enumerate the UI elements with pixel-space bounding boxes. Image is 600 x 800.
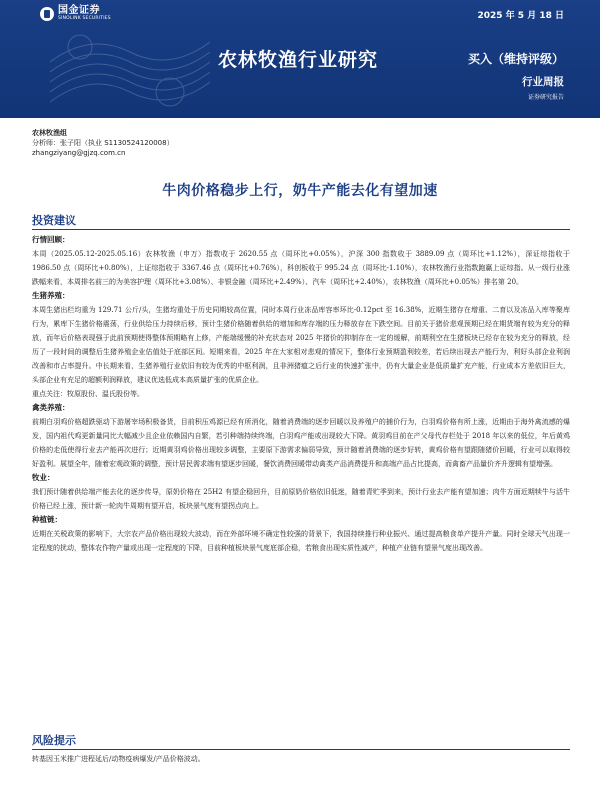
dairy-title: 牧业： (32, 473, 55, 482)
brand-logo (40, 6, 111, 22)
report-subtype: 证券研究报告 (527, 94, 564, 101)
logo-name-en: SINOLINK SECURITIES (58, 16, 111, 21)
section-title-risk: 风险提示 (32, 734, 76, 747)
seed-text: 近期在关税政策的影响下，大宗农产品价格出现较大波动，而在外部环境不确定性较强的背景下，我国持续推行种业振兴、通过提高粮食单产提升产量。同时全球天气出现一定程度的扰动，整体农作物产量或出现一定程度的下降，目前种植板块景气度底部企稳，若粮食出现实质性减产，种植产业链有望景气度出现改善。 (32, 530, 570, 552)
rating-badge: 买入（维持评级） (467, 52, 564, 66)
section-title-invest: 投资建议 (32, 214, 76, 227)
logo-name-cn: 国金证券 (58, 5, 100, 16)
report-date: 2025 年 5 月 18 日 (477, 11, 564, 21)
pig-farming-focus: 重点关注：牧原股份、温氏股份等。 (32, 390, 144, 398)
report-title: 农林牧渔行业研究 (218, 49, 379, 71)
section-divider (32, 229, 570, 230)
analyst-group: 农林牧渔组 (32, 129, 67, 137)
poultry-title: 禽类养殖： (32, 403, 70, 412)
seed-title: 种植链： (32, 515, 62, 524)
report-type: 行业周报 (522, 76, 564, 88)
section-divider (32, 749, 570, 750)
risk-text: 转基因玉米推广进程延后/动物疫病爆发/产品价格波动。 (32, 755, 205, 763)
poultry-text: 前期白羽鸡价格超跌驱动下游屠宰场积极备货，目前积压鸡源已经有所消化，随着消费端的逐步回暖以及养殖户的捕价行为，白羽鸡价格有所上涨，近期由于海外禽流感的爆发，国内祖代鸡更新量同比大幅减少且企业依赖国内自繁，若引种端持续终端，白羽鸡产能或出现较大下降。黄羽鸡目前在产父母代存栏处于 2018 年以来的低位，年后黄鸡价格的走低使得行业去产能再次进行；近期黄羽鸡价格出现较多调整，主要原下游需求偏弱导致，预计随着消费端的逐步好转，黄鸡价格有望跟随猪价回暖，行业可以取得较好盈利。展望全年，随着宏观政策的调整，预计居民需求端有望逐步回暖，餐饮消费回暖带动禽类产品消费提升和高端产品占比提高，而禽畜产品量价齐升逻辑有望增强。 (32, 418, 570, 468)
dairy-text: 我们预计随着供给端产能去化的逐步传导，原奶价格在 25H2 有望企稳回升，目前原奶价格依旧低迷，随着青贮季到来，预计行业去产能有望加速；肉牛方面近期犊牛与活牛价格已经上涨，预计新一轮肉牛周期有望开启，板块景气度有望拐点向上。 (32, 488, 570, 510)
analyst-line: 分析师：张子阳（执业 S1130524120008） (32, 139, 174, 147)
pig-farming-text: 本周生猪出栏均重为 129.71 公斤/头，生猪均重处于历史同期较高位置，同时本周行业冻品库容率环比-0.12pct 至 16.38%，近期生猪存在增重、二育以及冻品入库等聚库行为，累库下生猪价格震荡，行业供给压力持续后移，预计生猪价格随着供给的增加和库存端的压力释放存在下跌空间。目前关于猪价悲观预期已经在期货端有较为充分的释放，而年后价格表现强于此前预期使得整体预期略有上修，产能端缓慢的补充状态对 2025 年猪价的抑制存在一定的缓解，前期利空在生猪板块已经存在较为充分的释放，经历了一段时间的调整后生猪养殖企业估值处于底部区间。短期来看，2025 年在大家相对悲观的情况下，整体行业预期盈利较差，若后续出现去产能行为，利好头部企业利润改善和市占率提升。中长期来看，生猪养殖行业依旧有较为优秀的中枢利润，且非洲猪瘟之后行业的快速扩张中，仍有大量企业是低质量扩充产能，行业成本方差依旧巨大，头部企业有充足的超额利润释放，建议优选低成本高质量扩张的优质企业。 (32, 306, 570, 384)
analyst-info (32, 128, 174, 158)
market-review-title: 行情回顾： (32, 235, 70, 244)
invest-content (32, 233, 570, 555)
logo-icon (40, 7, 54, 21)
decorative-pattern-icon (50, 22, 210, 112)
pig-farming-title: 生猪养殖： (32, 291, 70, 300)
analyst-email[interactable]: zhangziyang@gjzq.com.cn (32, 149, 126, 157)
market-review-text: 本周（2025.05.12-2025.05.16）农林牧渔（申万）指数收于 2620.55 点（周环比+0.05%），沪深 300 指数收于 3889.09 点（周环比+1.12%），深证综指收于 1986.50 点（周环比+0.80%），上证综指收于 3367.46 点（周环比+0.76%），科创板收于 995.24 点（周环比-1.10%），农林牧渔行业指数跑赢上证综指。从一级行业涨跌幅来看，本周排名前三的为美容护理（周环比+3.08%）、非银金融（周环比+2.49%）、汽车（周环比+2.40%），农林牧渔（周环比+0.05%）排名第 20。 (32, 250, 570, 286)
page-headline: 牛肉价格稳步上行，奶牛产能去化有望加速 (162, 183, 438, 199)
report-header (0, 0, 600, 118)
